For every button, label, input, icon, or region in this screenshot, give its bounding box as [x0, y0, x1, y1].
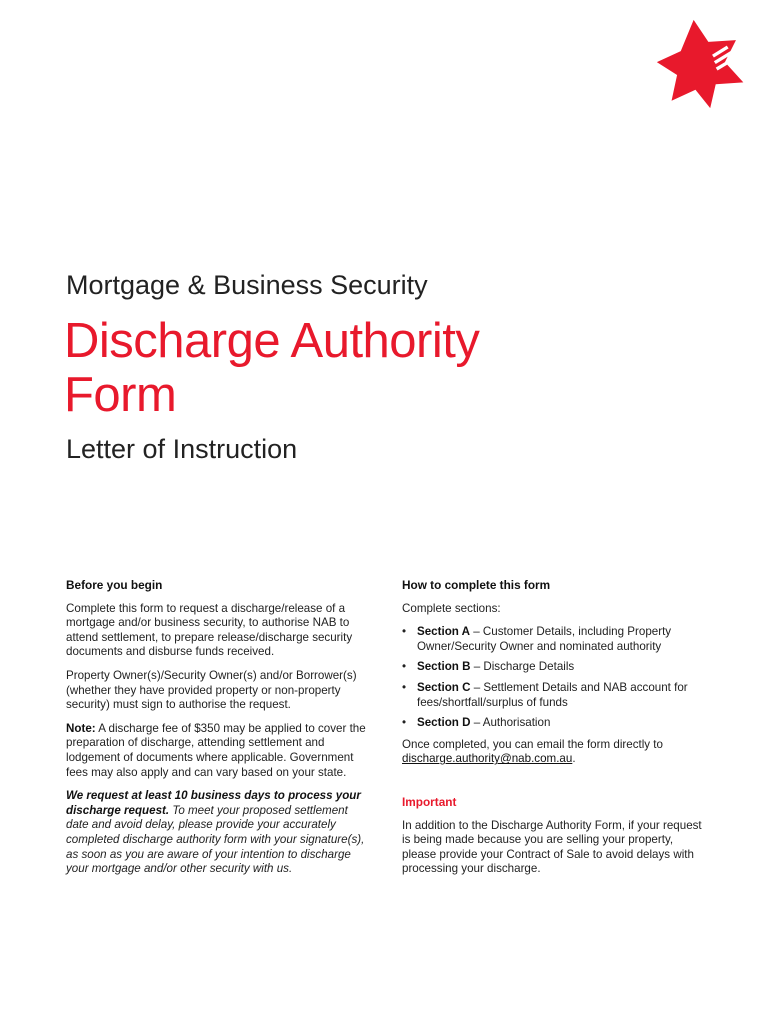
document-title — [64, 314, 479, 422]
section-d-text: – Authorisation — [470, 716, 551, 730]
document-subtitle: Mortgage & Business Security — [66, 270, 428, 300]
nab-star-logo-icon — [655, 18, 747, 110]
important-paragraph: In addition to the Discharge Authority Form, if your request is being made because you are selling your property, please provide your Contract of Sale to avoid delays with processing your discharge. — [402, 818, 702, 876]
section-a-label: Section A — [417, 625, 471, 639]
list-item — [402, 660, 702, 675]
sections-list — [402, 625, 702, 731]
section-b-text: – Discharge Details — [470, 660, 575, 674]
section-c-label: Section C — [417, 680, 471, 694]
before-you-begin-section — [66, 578, 366, 886]
document-tagline: Letter of Instruction — [66, 434, 298, 464]
email-end: . — [572, 752, 576, 766]
sections-intro: Complete sections: — [402, 601, 501, 615]
note-text: A discharge fee of $350 may be applied to cover the preparation of discharge, attending settlement and lodgement of documents where applicable. Government fees may also apply and can vary based on your state. — [66, 721, 366, 779]
email-paragraph — [402, 738, 702, 767]
important-heading: Important — [402, 794, 457, 809]
signature-paragraph: Property Owner(s)/Security Owner(s) and/or Borrower(s) (whether they have provided property or non-property security) must sign to authorise the request. — [66, 668, 357, 712]
note-paragraph — [66, 722, 366, 780]
email-link[interactable]: discharge.authority@nab.com.au — [402, 752, 573, 766]
section-d-label: Section D — [417, 716, 471, 730]
how-to-complete-heading: How to complete this form — [402, 578, 551, 592]
list-item — [402, 681, 702, 710]
note-label: Note: — [66, 721, 96, 735]
section-c-text: – Settlement Details and NAB account for fees/shortfall/surplus of funds — [417, 680, 688, 709]
list-item — [402, 625, 702, 654]
intro-paragraph: Complete this form to request a discharge/release of a mortgage and/or business security, to authorise NAB to attend settlement, to prepare release/discharge security documents and disburse funds received. — [66, 601, 353, 659]
title-line-1: Discharge Authority — [64, 314, 480, 368]
section-a-text: – Customer Details, including Property Owner/Security Owner and nominated authority — [417, 625, 672, 653]
how-to-complete-section — [402, 578, 702, 886]
email-text: Once completed, you can email the form directly to — [402, 737, 663, 751]
before-you-begin-heading: Before you begin — [66, 578, 163, 592]
request-text: To meet your proposed settlement date and avoid delay, please provide your accurately completed discharge authority form with your signature(s), as soon as you are aware of your intention to discharge your mortgage and/or other security with us. — [66, 803, 365, 876]
section-b-label: Section B — [417, 660, 471, 674]
request-bold-text: We request at least 10 business days to process your discharge request. — [66, 789, 361, 817]
request-paragraph — [66, 789, 366, 877]
title-line-2: Form — [64, 368, 177, 422]
list-item — [402, 716, 702, 731]
